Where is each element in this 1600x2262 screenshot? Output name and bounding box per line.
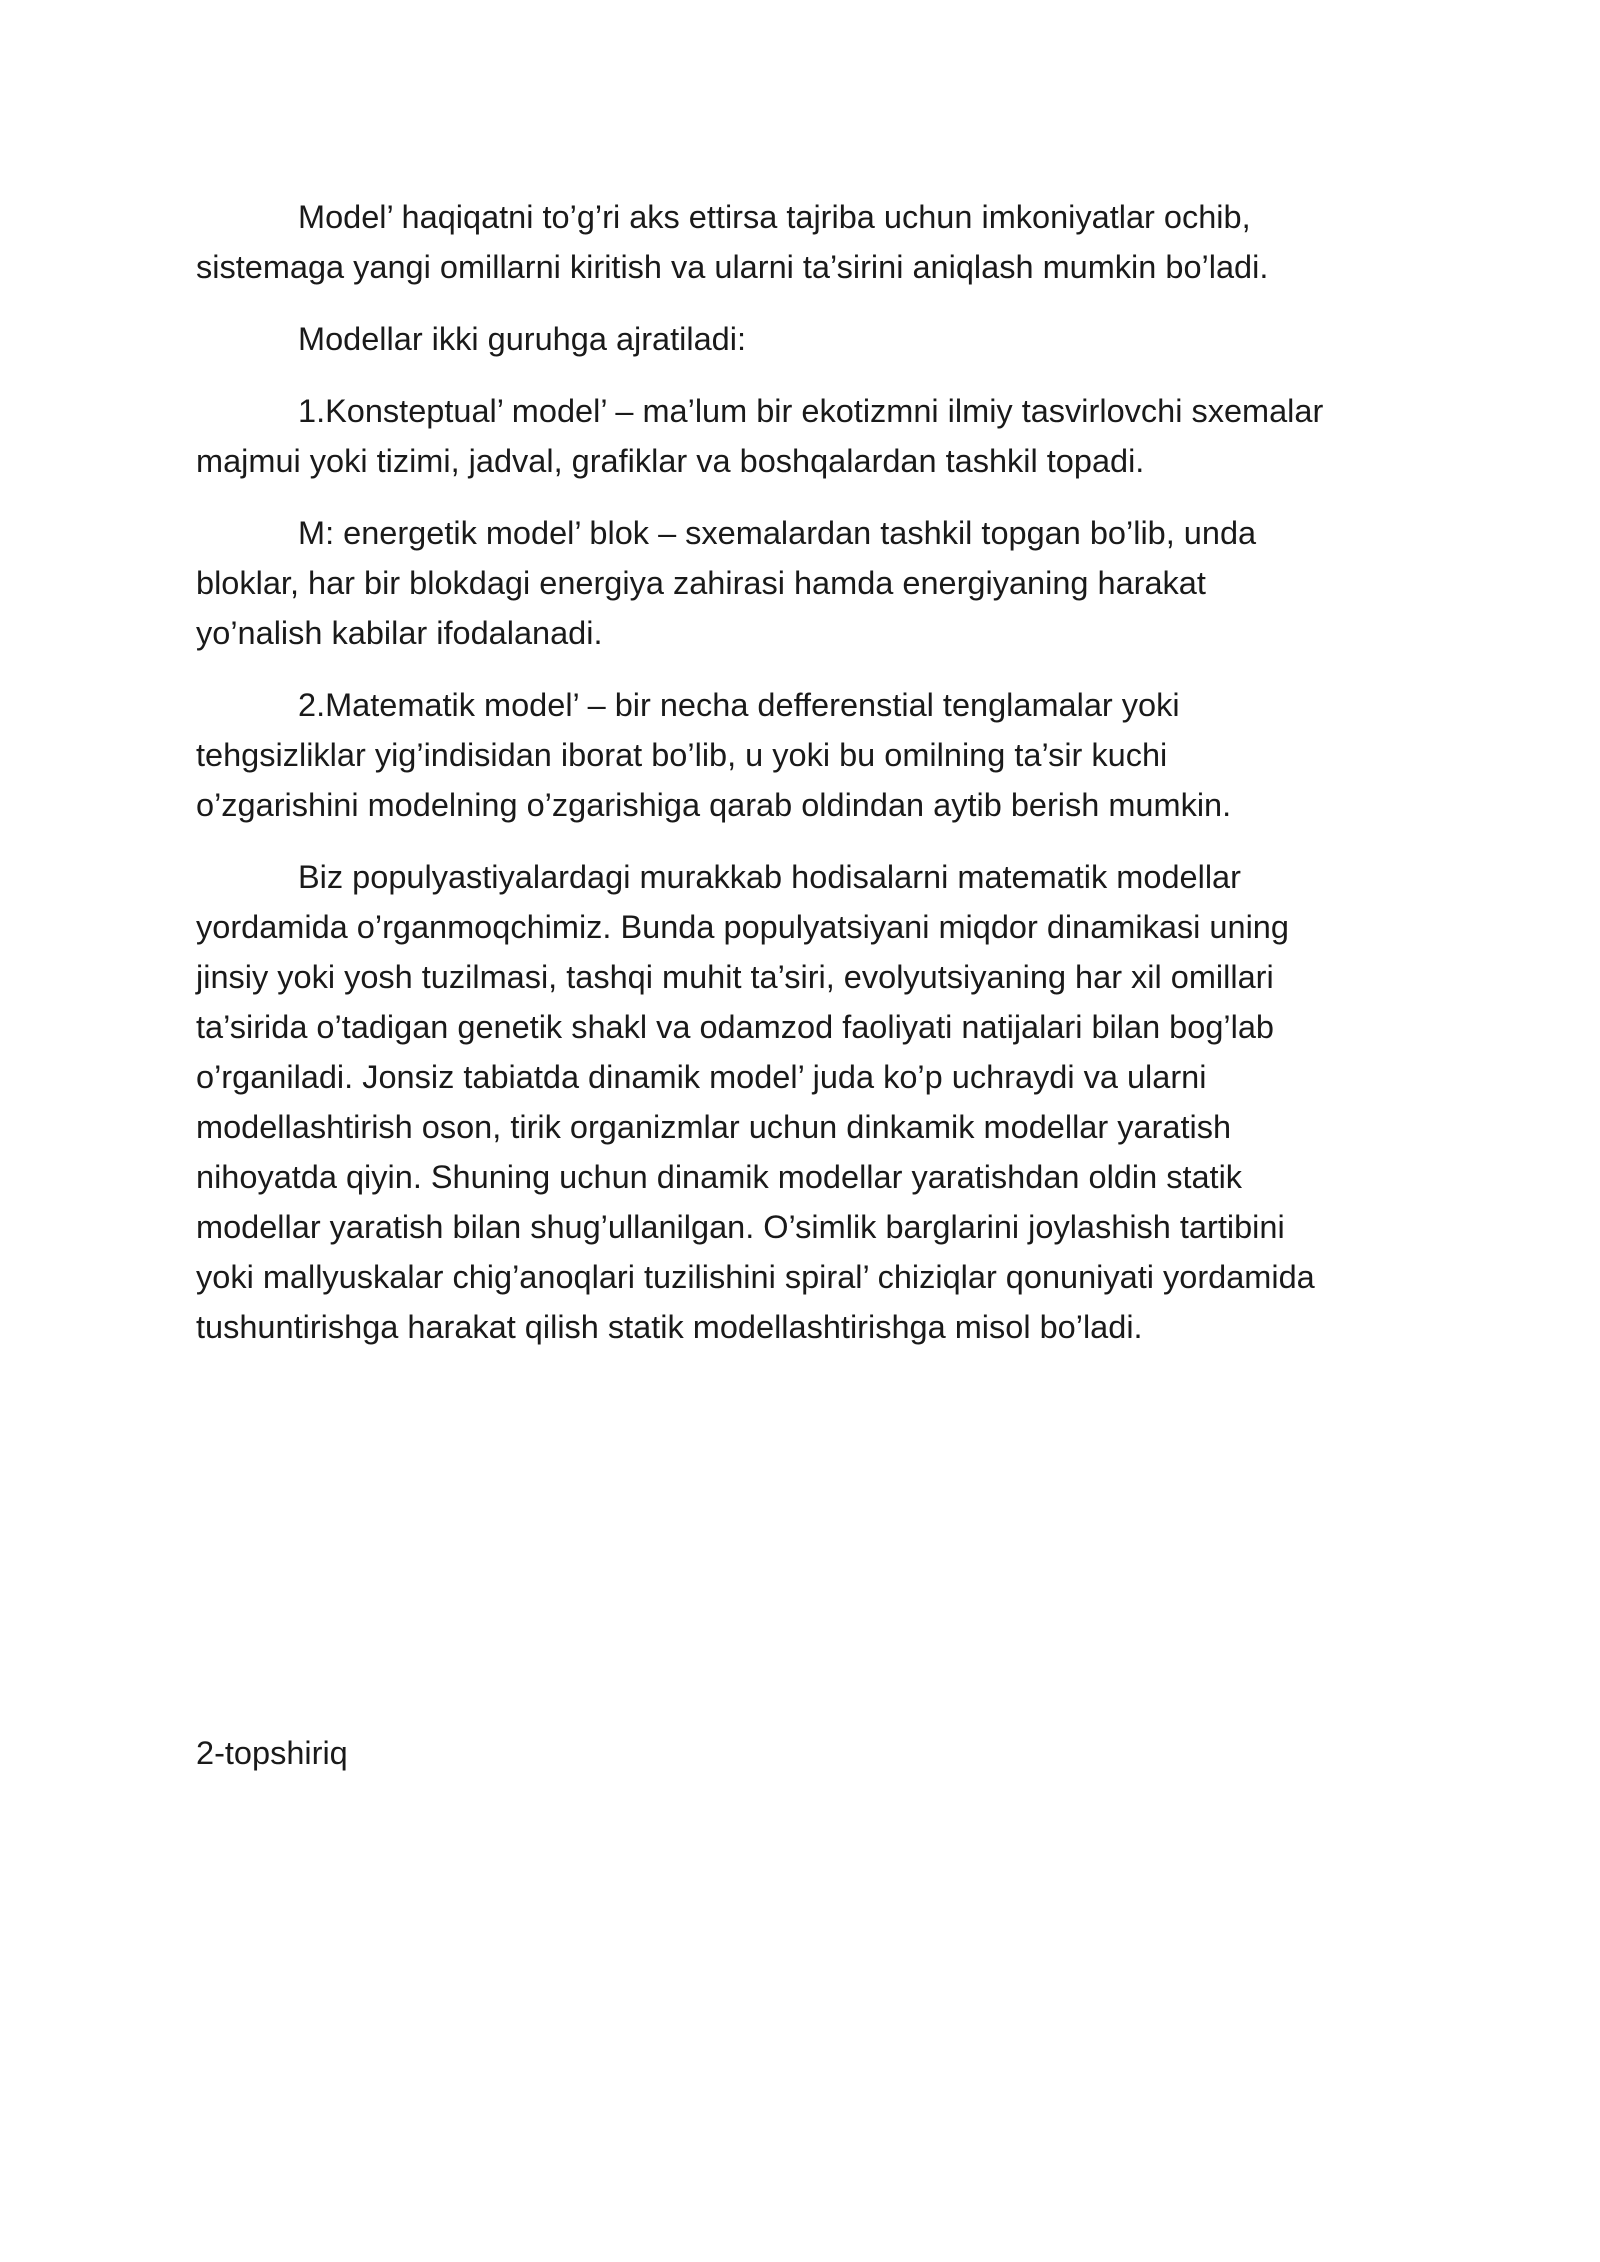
paragraph-energetic-model: M: energetik model’ blok – sxemalardan tashkil topgan bo’lib, unda bloklar, har bir blokdagi energiya zahirasi hamda energiyaning harakat yo’nalish kabilar ifodalanadi. xyxy=(196,515,1257,651)
paragraph-model-groups: Modellar ikki guruhga ajratiladi: xyxy=(298,321,747,357)
paragraph-mathematical-model: 2.Matematik model’ – bir necha defferenstial tenglamalar yoki tehgsizliklar yig’indisidan iborat bo’lib, u yoki bu omilning ta’sir kuchi o’zgarishini modelning o’zgarishiga qarab oldindan aytib berish mumkin. xyxy=(196,687,1232,823)
task-heading: 2-topshiriq xyxy=(196,1735,348,1771)
document-body xyxy=(196,192,1426,1374)
paragraph-model-accuracy: Model’ haqiqatni to’g’ri aks ettirsa tajriba uchun imkoniyatlar ochib, sistemaga yangi omillarni kiritish va ularni ta’sirini aniqlash mumkin bo’ladi. xyxy=(196,199,1269,285)
paragraph-conceptual-model: 1.Konsteptual’ model’ – ma’lum bir ekotizmni ilmiy tasvirlovchi sxemalar majmui yoki tizimi, jadval, grafiklar va boshqalardan tashkil topadi. xyxy=(196,393,1324,479)
paragraph-population-modelling: Biz populyastiyalardagi murakkab hodisalarni matematik modellar yordamida o’rganmoqchimiz. Bunda populyatsiyani miqdor dinamikasi uning jinsiy yoki yosh tuzilmasi, tashqi muhit ta’siri, evolyutsiyaning har xil omillari ta’sirida o’tadigan genetik shakl va odamzod faoliyati natijalari bilan bog’lab o’rganiladi. Jonsiz tabiatda dinamik model’ juda ko’p uchraydi va ularni modellashtirish oson, tirik organizmlar uchun dinkamik modellar yaratish nihoyatda qiyin. Shuning uchun dinamik modellar yaratishdan oldin statik modellar yaratish bilan shug’ullanilgan. O’simlik barglarini joylashish tartibini yoki mallyuskalar chig’anoqlari tuzilishini spiral’ chiziqlar qonuniyati yordamida tushuntirishga harakat qilish statik modellashtirishga misol bo’ladi. xyxy=(196,859,1315,1345)
